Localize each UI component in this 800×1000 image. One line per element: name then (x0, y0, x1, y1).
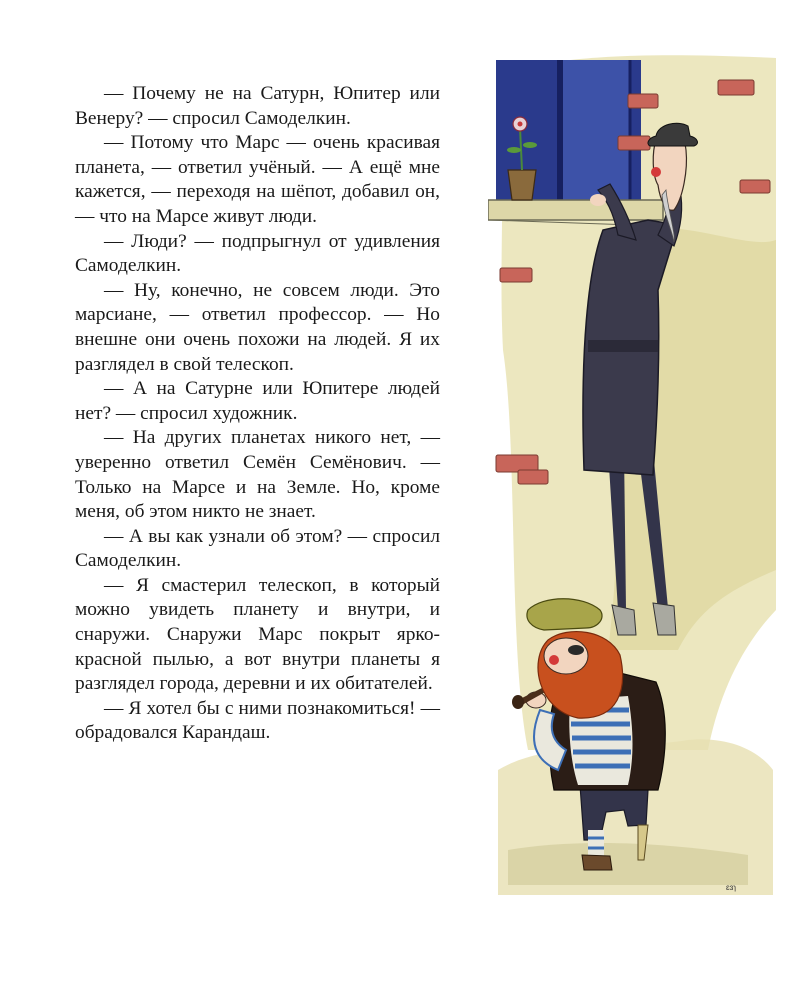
pirate-hat (527, 599, 602, 630)
paragraph: — На других планетах никого нет, — уверенно ответил Семён Семёнович. — Только на Марсе и на Земле. Но, кроме меня, об этом никто не знает. (75, 427, 440, 523)
paragraph: — Я смастерил телескоп, в который можно увидеть планету и внутри, и снаружи. Снаружи Марс покрыт ярко-красной пылью, а вот внутри планеты я разглядел города, деревни и их обитателей. (75, 574, 440, 695)
pirate-face (544, 638, 588, 674)
paragraph: — А вы как узнали об этом? — спросил Самоделкин. (75, 525, 440, 572)
paragraph: — Почему не на Сатурн, Юпитер или Венеру? — спросил Самоделкин. (75, 83, 440, 129)
paragraph: — Люди? — подпрыгнул от удивления Самоделкин. (75, 230, 440, 277)
window-pane-right (560, 60, 630, 200)
paragraph: — Потому что Марс — очень красивая планета, — ответил учёный. — А ещё мне кажется, — переходя на шёпот, добавил он, — что на Марсе живут люди. (75, 132, 440, 227)
paragraph: — А на Сатурне или Юпитере людей нет? — спросил художник. (75, 378, 440, 424)
paragraph: — Я хотел бы с ними познакомиться! — обрадовался Карандаш. (75, 697, 440, 744)
window-sill (488, 200, 663, 220)
artist-signature: ɛɜɿ (726, 883, 736, 892)
story-text (75, 82, 440, 746)
illustration (488, 50, 776, 900)
flower-pot (508, 170, 536, 200)
paragraph: — Ну, конечно, не совсем люди. Это марсиане, — ответил профессор. — Но внешне они очень похожи на людей. Я их разглядел в свой телескоп. (75, 279, 440, 375)
